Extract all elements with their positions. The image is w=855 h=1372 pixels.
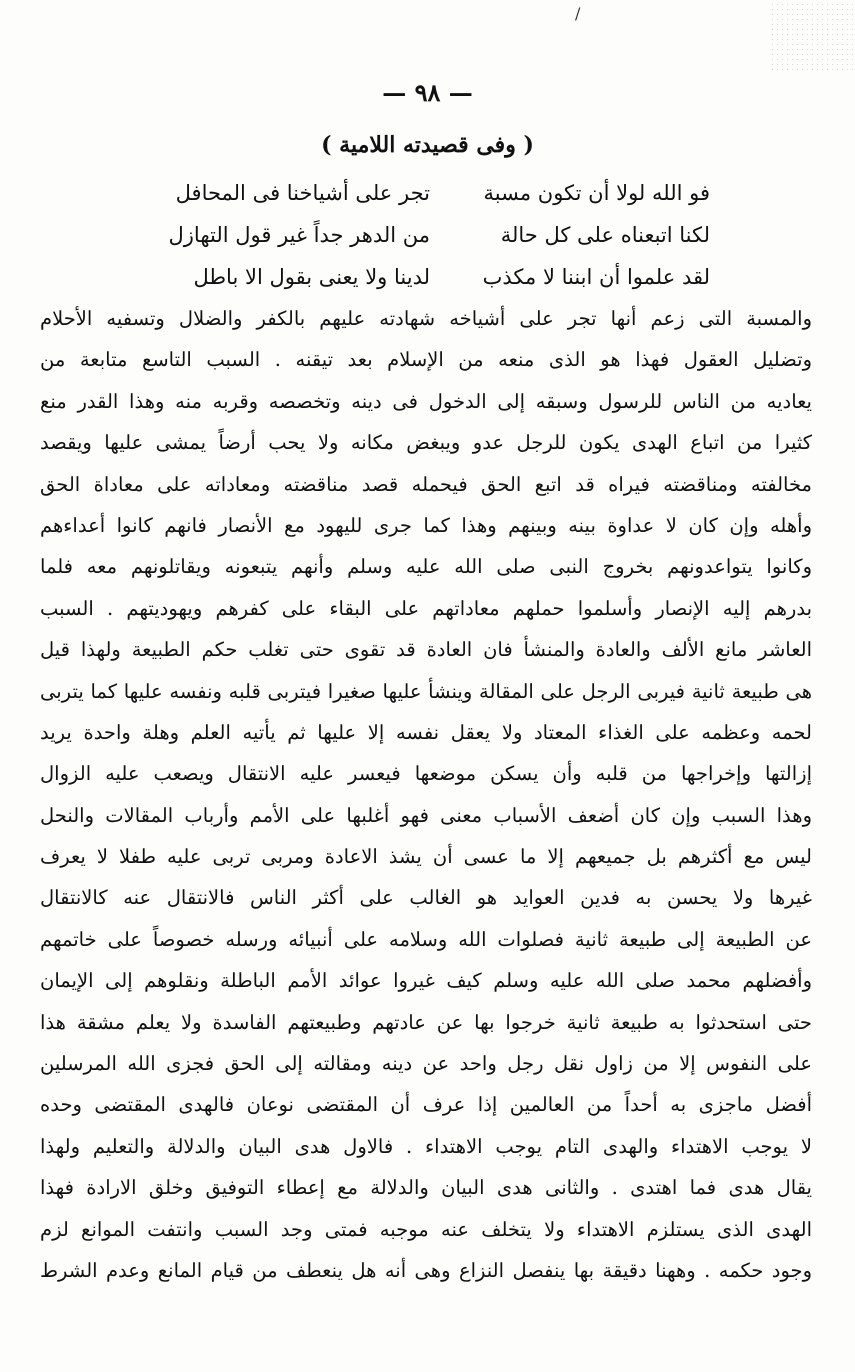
text-line: يعاديه من الناس للرسول وسبقه إلى الدخول فى دينه وتخصصه وقربه منه وهذا القدر منع [40,389,812,413]
text-line: أفضل ماجزى به أحداً من العالمين إذا عرف أن المقتضى نوعان فالهدى المقتضى وحده [40,1093,812,1117]
verse-first-hemistich: فو الله لولا أن تكون مسبة [483,181,710,205]
verse-second-hemistich: لدينا ولا يعنى بقول الا باطل [193,265,430,289]
text-line: والمسبة التى زعم أنها تجر على أشياخه شهادته عليهم بالكفر والضلال وتسفيه الأحلام [40,307,812,330]
text-line: وأهله وإن كان لا عداوة بينه وبينهم وهذا كما جرى لليهود مع الأنصار فانهم كانوا أعداءهم [40,513,812,537]
text-line: الهدى الذى يستلزم الاهتداء ولا يتخلف عنه موجبه فمتى وجد السبب وانتفت الموانع لزم [40,1217,812,1241]
poem [170,172,710,298]
text-line: عن الطبيعة إلى طبيعة ثانية فصلوات الله وسلامه على أنبيائه ورسله خصوصاً على خاتمهم [40,927,812,951]
verse-second-hemistich: تجر على أشياخنا فى المحافل [175,181,430,205]
text-line: لحمه وعظمه على الغذاء المعتاد ولا يعقل نفسه إلا عليها ثم يأتيه العلم وهلة واحدة يريد [40,720,812,744]
text-line: وكانوا يتواعدونهم بخروج النبى صلى الله عليه وسلم وأنهم يتبعونه ويقاتلونهم معه فلما [40,555,812,579]
poem-verse [170,172,710,214]
body-text [40,298,812,1291]
verse-first-hemistich: لقد علموا أن ابننا لا مكذب [482,265,710,289]
scan-noise [770,2,855,72]
text-line: مخالفته ومناقضته فيراه قد اتبع الحق فيحمله قصد مناقضته ومعاداته على معاداة الحق [40,472,812,496]
text-line: بدرهم إليه الإنصار وأسلموا حملهم معاداتهم على البقاء على كفرهم ويهوديتهم . السبب [40,596,812,620]
text-line: حتى استحدثوا به طبيعة ثانية خرجوا بها عن عادتهم وطبيعتهم الفاسدة ولا يعلم مشقة هذا [40,1010,812,1034]
verse-first-hemistich: لكنا اتبعناه على كل حالة [500,223,710,247]
text-line: وأفضلهم محمد صلى الله عليه وسلم كيف غيروا عوائد الأمم الباطلة ونقلوهم إلى الإيمان [40,969,812,993]
text-line: وجود حكمه . وههنا دقيقة بها ينفصل النزاع وهى أنه هل ينعطف من قيام المانع وعدم الشرط [40,1258,812,1282]
text-line: غيرها ولا يحسن به فدين العوايد هو الغالب على أكثر الناس فالانتقال عنه كالانتقال [40,886,812,910]
verse-second-hemistich: من الدهر جداً غير قول التهازل [168,223,430,247]
poem-verse [170,214,710,256]
corner-mark: / [575,4,581,23]
text-line: يقال هدى فما اهتدى . والثانى هدى البيان والدلالة مع إعطاء التوفيق وخلق الارادة فهذا [40,1176,812,1200]
text-line: وتضليل العقول فهذا هو الذى منعه من الإسلام بعد تيقنه . السبب التاسع متابعة من [40,348,812,372]
page-number: — ٩٨ — [382,78,473,107]
text-line: كثيرا من اتباع الهدى يكون للرجل عدو ويبغض مكانه ولا يحب أرضاً يمشى عليها ويقصد [40,431,812,455]
text-line: العاشر مانع الألف والعادة والمنشأ فان العادة قد تقوى حتى تغلب حكم الطبيعة ولهذا قيل [40,638,812,662]
poem-title: ( وفى قصيدته اللامية ) [321,132,534,158]
text-line: ليس مع أكثرهم بل جميعهم إلا ما عسى أن يشذ الاعادة ومربى تربى عليه طفلا لا يعرف [40,845,812,869]
text-line: على النفوس إلا من زاول نقل رجل واحد عن دينه ومقالته إلى الحق فجزى الله المرسلين [40,1052,812,1076]
text-line: إزالتها وإخراجها من قلبه وأن يسكن موضعها فيعسر عليه الانتقال ويصعب عليه الزوال [40,762,812,786]
text-line: وهذا السبب وإن كان أضعف الأسباب معنى فهو أغلبها على الأمم وأرباب المقالات والنحل [40,803,812,827]
text-line: هى طبيعة ثانية فيربى الرجل على المقالة وينشأ عليها صغيرا فيتربى قلبه ونفسه عليها كما يتربى [40,679,812,703]
poem-verse [170,256,710,298]
text-line: لا يوجب الاهتداء والهدى التام يوجب الاهتداء . فالاول هدى البيان والدلالة والتعليم ولهذا [40,1134,812,1158]
